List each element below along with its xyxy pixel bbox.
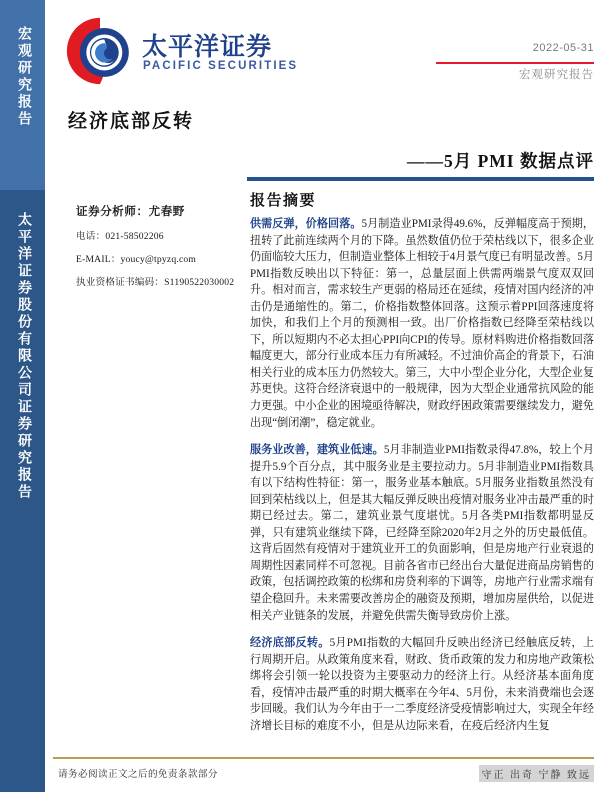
brand-name-cn: 太平洋证券 — [142, 33, 273, 61]
title-blue-divider — [247, 177, 594, 181]
analyst-email: E-MAIL：youcy@tpyzq.com — [76, 254, 197, 265]
header-red-divider — [436, 62, 594, 64]
pacific-securities-logo-icon — [64, 15, 136, 87]
sidebar-bottom-label: 太平洋证券股份有限公司证券研究报告 — [16, 212, 31, 501]
page-title: 经济底部反转 — [68, 111, 195, 132]
summary-paragraph — [250, 442, 594, 624]
analyst-info-block — [76, 203, 236, 297]
summary-paragraph-text: 5月PMI指数的大幅回升反映出经济已经触底反转，上行周期开启。从政策角度来看，财政、货币政策的发力和房地产政策松绑将会引领一轮以投资为主要驱动力的经济上行。从经济基本面角度看，疫情冲击最严重的时期大概率在今年4、5月份，未来消费端也会逐步回暖。我们认为今年由于一二季度经济受疫情影响过大，实现全年经济增长目标的难度不小，但是从边际来看，在疫后经济内生复 — [250, 637, 594, 732]
summary-paragraph-lead: 服务业改善，建筑业低速。 — [250, 444, 384, 457]
summary-body — [250, 216, 594, 745]
report-kind-label: 宏观研究报告 — [519, 69, 594, 81]
summary-paragraph-text: 5月制造业PMI录得49.6%，反弹幅度高于预期，扭转了此前连续两个月的下降。虽然数值仍位于荣枯线以下，很多企业仍面临较大压力，但制造业整体上相较于4月景气度已有明显改善。5月PMI指数反映出以下特征：第一，总量层面上供需两端景气度双双回升。相对而言，需求较生产更弱的格局还在延续，疫情对国内经济的冲击仍是通缩性的。第二，价格指数整体回落。这预示着PPI回落速度将加快，和我们上个月的预测相一致。出厂价格指数已经降至荣枯线以下，所以短期内不必太担心PPI向CPI的传导。原材料购进价格指数回落幅度更大，部分行业成本压力有所减轻。不过油价高企的背景下，石油相关行业的成本压力仍然较大。第三，大中小型企业分化，大型企业复苏更快。这符合经济衰退中的一般规律，因为大型企业通常抗风险的能力更强。中小企业的困境亟待解决，财政纾困政策需要继续发力，避免出现“倒闭潮”，稳定就业。 — [250, 218, 594, 429]
footer-divider — [53, 757, 594, 759]
left-sidebar — [0, 0, 45, 792]
footer-slogan: 守正 出奇 宁静 致远 — [479, 765, 595, 782]
summary-paragraph — [250, 635, 594, 734]
analyst-name: 证券分析师：尤春野 — [76, 206, 185, 218]
company-logo-block — [64, 13, 299, 91]
report-date: 2022-05-31 — [532, 42, 594, 54]
summary-paragraph-text: 5月非制造业PMI指数录得47.8%，较上个月提升5.9个百分点，其中服务业是主要拉动力。5月非制造业PMI指数具有以下结构性特征：第一，服务业基本触底。5月服务业指数虽然没有回到荣枯线以上，但是其大幅反弹反映出疫情对服务业冲击最严重的时期已经过去。第二，建筑业景气度堪忧。5月各类PMI指数都明显反弹，只有建筑业继续下降，已经降至除2020年2月之外的历史最低值。这背后固然有疫情对于建筑业开工的负面影响，但是房地产行业衰退的周期性因素同样不可忽视。目前各省市已经出台大量促进商品房销售的政策，包括调控政策的松绑和房贷利率的下调等，房地产行业需求端有望企稳回升。未来需要改善房企的融资及预期，增加房屋供给，以促进相关产业链条的发展，并避免供需失衡导致房价上涨。 — [250, 444, 594, 622]
analyst-license: 执业资格证书编码：S1190522030002 — [76, 277, 235, 288]
analyst-phone: 电话：021-58502206 — [76, 231, 164, 242]
summary-heading: 报告摘要 — [250, 193, 317, 209]
brand-name-en: PACIFIC SECURITIES — [143, 60, 299, 72]
sidebar-top-label: 宏观研究报告 — [16, 26, 31, 128]
summary-paragraph — [250, 216, 594, 431]
page-subtitle: ——5月 PMI 数据点评 — [406, 151, 594, 171]
footer-disclaimer: 请务必阅读正文之后的免责条款部分 — [58, 769, 218, 780]
summary-paragraph-lead: 经济底部反转。 — [250, 637, 330, 650]
summary-paragraph-lead: 供需反弹，价格回落。 — [250, 218, 362, 230]
